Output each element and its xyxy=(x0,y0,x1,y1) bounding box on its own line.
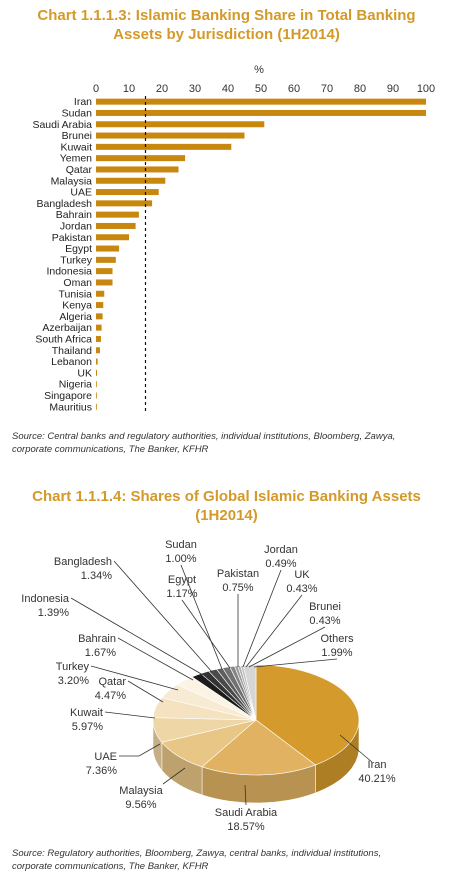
pie-label-uae xyxy=(86,744,160,777)
pie-label-jordan xyxy=(243,544,298,667)
pie-label-value: 0.75% xyxy=(222,582,254,594)
bar-indonesia xyxy=(96,268,113,274)
category-label-saudi-arabia: Saudi Arabia xyxy=(32,118,92,131)
bar-nigeria xyxy=(96,381,97,387)
bar-malaysia xyxy=(96,178,165,184)
leader-line xyxy=(182,600,230,668)
pie-label-bahrain xyxy=(78,633,193,680)
chart2-source-line2: corporate communications, The Banker, KFHR xyxy=(12,861,209,872)
pie-label-name: Saudi Arabia xyxy=(214,807,278,819)
bar-bangladesh xyxy=(96,200,152,206)
bar-egypt xyxy=(96,246,119,252)
bar-kuwait xyxy=(96,144,231,150)
pie-label-value: 1.34% xyxy=(80,570,112,582)
bar-thailand xyxy=(96,347,100,353)
pie-label-pakistan xyxy=(217,568,259,667)
bar-south-africa xyxy=(96,336,101,342)
pie-label-value: 1.17% xyxy=(166,588,198,600)
pie-label-uk xyxy=(246,569,318,667)
pie-label-value: 18.57% xyxy=(227,821,265,833)
bar-saudi-arabia xyxy=(96,121,264,127)
category-label-south-africa: South Africa xyxy=(35,333,92,346)
pie-label-name: Malaysia xyxy=(119,785,163,797)
chart2-title-line2: (1H2014) xyxy=(195,507,258,524)
bar-algeria xyxy=(96,313,103,319)
category-label-mauritius: Mauritius xyxy=(49,401,92,414)
bar-bahrain xyxy=(96,212,139,218)
x-tick-label: 10 xyxy=(122,83,136,95)
pie-label-kuwait xyxy=(70,707,155,733)
category-label-bangladesh: Bangladesh xyxy=(36,197,92,210)
x-tick-label: 80 xyxy=(353,83,367,95)
pie-label-value: 4.47% xyxy=(94,690,126,702)
pie-label-name: Others xyxy=(320,633,354,645)
chart1-title-line1: Chart 1.1.1.3: Islamic Banking Share in Total Banking xyxy=(37,7,416,24)
category-label-malaysia: Malaysia xyxy=(50,175,92,188)
chart1-source xyxy=(12,430,444,456)
leader-line xyxy=(105,712,155,718)
pie-label-value: 1.99% xyxy=(321,647,353,659)
x-tick-label: 90 xyxy=(386,83,400,95)
pie-label-name: Turkey xyxy=(55,661,89,673)
pie-label-name: Brunei xyxy=(309,601,341,613)
category-label-thailand: Thailand xyxy=(51,344,92,357)
category-label-kenya: Kenya xyxy=(62,299,92,312)
category-label-indonesia: Indonesia xyxy=(46,265,92,278)
pie-label-value: 40.21% xyxy=(358,773,396,785)
leader-line xyxy=(114,561,212,672)
category-label-yemen: Yemen xyxy=(59,152,92,165)
category-label-jordan: Jordan xyxy=(59,220,92,233)
bar-lebanon xyxy=(96,359,98,365)
pie-label-name: UK xyxy=(294,569,310,581)
pie-label-name: Qatar xyxy=(98,676,126,688)
chart2-title-line1: Chart 1.1.1.4: Shares of Global Islamic Banking Assets xyxy=(32,488,421,505)
pie-label-name: Bangladesh xyxy=(53,556,112,568)
x-tick-label: 50 xyxy=(254,83,268,95)
chart1-source-line1: Source: Central banks and regulatory authorities, individual institutions, Bloomberg, Zawya, xyxy=(12,431,396,442)
leader-line xyxy=(118,638,193,680)
chart2-source-line1: Source: Regulatory authorities, Bloomberg, Zawya, central banks, individual institutions, xyxy=(12,848,382,859)
chart1-source-line2: corporate communications, The Banker, KFHR xyxy=(12,444,209,455)
pie-label-egypt xyxy=(166,574,230,668)
x-tick-label: 70 xyxy=(320,83,334,95)
category-label-turkey: Turkey xyxy=(60,254,92,267)
x-tick-label: 100 xyxy=(416,83,436,95)
pie-label-value: 0.49% xyxy=(265,558,297,570)
bar-kenya xyxy=(96,302,103,308)
pie-label-value: 0.43% xyxy=(286,583,318,595)
x-axis-label: % xyxy=(254,64,264,76)
category-label-kuwait: Kuwait xyxy=(60,141,92,154)
pie-label-value: 5.97% xyxy=(71,721,103,733)
pie-label-value: 0.43% xyxy=(309,615,341,627)
category-label-egypt: Egypt xyxy=(65,243,92,256)
x-tick-label: 40 xyxy=(221,83,235,95)
pie-label-name: Sudan xyxy=(165,539,197,551)
pie-label-qatar xyxy=(95,676,163,702)
pie-label-name: Kuwait xyxy=(69,707,103,719)
pie-label-name: Egypt xyxy=(167,574,197,586)
pie-label-name: Bahrain xyxy=(78,633,116,645)
bar-qatar xyxy=(96,166,179,172)
bar-oman xyxy=(96,279,113,285)
category-label-nigeria: Nigeria xyxy=(58,378,92,391)
pie-label-name: Iran xyxy=(367,759,387,771)
bar-brunei xyxy=(96,133,245,139)
pie-label-value: 7.36% xyxy=(85,765,117,777)
leader-line xyxy=(246,595,302,667)
pie-label-name: UAE xyxy=(94,751,117,763)
category-label-sudan: Sudan xyxy=(61,107,92,120)
category-label-singapore: Singapore xyxy=(44,389,92,402)
pie-label-name: Jordan xyxy=(264,544,298,556)
x-tick-label: 30 xyxy=(188,83,202,95)
bar-jordan xyxy=(96,223,136,229)
bar-turkey xyxy=(96,257,116,263)
category-label-lebanon: Lebanon xyxy=(51,356,92,369)
pie-chart xyxy=(0,530,453,840)
category-label-brunei: Brunei xyxy=(61,130,92,143)
category-label-pakistan: Pakistan xyxy=(51,231,92,244)
pie-label-name: Pakistan xyxy=(216,568,260,580)
x-tick-label: 20 xyxy=(155,83,169,95)
category-label-tunisia: Tunisia xyxy=(58,288,92,301)
bar-chart xyxy=(0,58,453,428)
category-label-iran: Iran xyxy=(73,96,92,109)
category-label-qatar: Qatar xyxy=(65,163,92,176)
chart2-title xyxy=(0,487,453,525)
bar-uae xyxy=(96,189,159,195)
chart2-source xyxy=(12,847,444,873)
x-tick-label: 60 xyxy=(287,83,301,95)
pie-label-value: 9.56% xyxy=(125,799,157,811)
chart1-title-line2: Assets by Jurisdiction (1H2014) xyxy=(113,26,340,43)
bar-singapore xyxy=(96,392,97,398)
category-label-bahrain: Bahrain xyxy=(55,209,92,222)
chart1-title xyxy=(0,6,453,44)
pie-label-sudan xyxy=(165,539,222,669)
leader-line xyxy=(254,659,337,667)
pie-label-value: 1.39% xyxy=(37,607,69,619)
category-label-uk: UK xyxy=(77,367,92,380)
pie-label-value: 3.20% xyxy=(57,675,89,687)
pie-label-name: Indonesia xyxy=(21,593,69,605)
bar-tunisia xyxy=(96,291,104,297)
category-label-oman: Oman xyxy=(63,276,92,289)
pie-label-value: 1.67% xyxy=(84,647,116,659)
bar-uk xyxy=(96,370,97,376)
category-label-uae: UAE xyxy=(70,186,92,199)
bar-mauritius xyxy=(96,404,97,410)
bar-azerbaijan xyxy=(96,325,102,331)
bar-yemen xyxy=(96,155,185,161)
category-label-azerbaijan: Azerbaijan xyxy=(42,322,92,335)
category-label-algeria: Algeria xyxy=(59,310,92,323)
x-tick-label: 0 xyxy=(92,83,100,95)
pie-label-value: 1.00% xyxy=(165,553,197,565)
bar-pakistan xyxy=(96,234,129,240)
